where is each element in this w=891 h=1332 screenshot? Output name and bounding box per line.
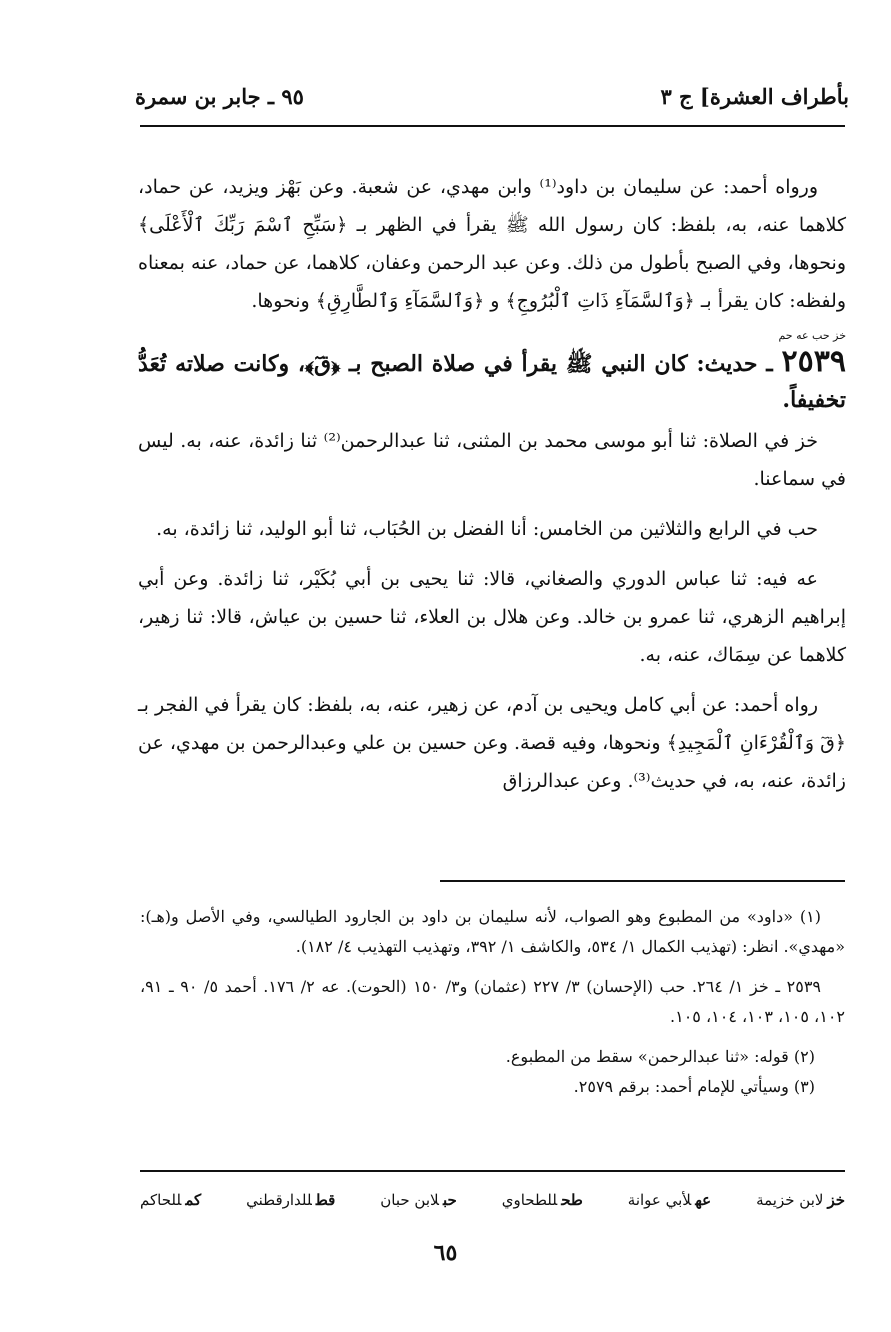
footnote-2: (٢) قوله: «ثنا عبدالرحمن» سقط من المطبوع. bbox=[505, 1047, 815, 1066]
paragraph-awana: عه فيه: ثنا عباس الدوري والصغاني، قالا: ثنا يحيى بن أبي بُكَيْر، ثنا زائدة. وعن أبي إبراهيم الزهري، ثنا عمرو بن خالد. وعن هلال بن العلاء، ثنا حسين بن عياش، قالا: ثنا زهير، كلاهما عن سِمَاك، عنه، به. bbox=[138, 568, 846, 666]
legend-item: حبلابن حبان bbox=[380, 1191, 457, 1209]
hadith-heading bbox=[138, 344, 846, 418]
paragraph-khuzayma: خز في الصلاة: ثنا أبو موسى محمد بن المثنى، ثنا عبدالرحمن⁽²⁾ ثنا زائدة، عنه، به. ليس في سماعنا. bbox=[138, 430, 846, 490]
paragraph-hibban: حب في الرابع والثلاثين من الخامس: أنا الفضل بن الحُبَاب، ثنا أبو الوليد، ثنا زائدة، به. bbox=[156, 518, 818, 540]
abbreviation-legend bbox=[140, 1186, 845, 1214]
legend-rule bbox=[140, 1170, 845, 1172]
legend-item: طحللطحاوي bbox=[501, 1191, 583, 1209]
paragraph-ahmad-1: ورواه أحمد: عن سليمان بن داود⁽¹⁾ وابن مهدي، عن شعبة. وعن بَهْز ويزيد، عن حماد، كلاهما عنه، به، بلفظ: كان رسول الله ﷺ يقرأ في الظهر بـ ﴿سَبِّحِ ٱسْمَ رَبِّكَ ٱلْأَعْلَى﴾ ونحوها، وفي الصبح بأطول من ذلك. وعن عبد الرحمن وعفان، كلاهما، عن حماد، عنه بمعناه ولفظه: كان يقرأ بـ ﴿وَٱلسَّمَآءِ ذَاتِ ٱلْبُرُوجِ﴾ و ﴿وَٱلسَّمَآءِ وَٱلطَّارِقِ﴾ ونحوها. bbox=[138, 176, 846, 312]
header-rule bbox=[140, 125, 845, 127]
footnote-hadith-sources: ٢٥٣٩ ـ خز ١/ ٢٦٤. حب (الإحسان) ٣/ ٢٢٧ (عثمان) و٣/ ١٥٠ (الحوت). عه ٢/ ١٧٦. أحمد ٥/ ٩٠ ـ ٩١، ١٠٢، ١٠٥، ١٠٣، ١٠٤، ١٠٥. bbox=[140, 977, 845, 1026]
footnotes bbox=[140, 902, 845, 1102]
page-number: ٦٥ bbox=[433, 1240, 458, 1266]
legend-item: قطللدارقطني bbox=[246, 1191, 336, 1209]
hadith-text: ـ حديث: كان النبي ﷺ يقرأ في صلاة الصبح بـ ﴿قٓ﴾، وكانت صلاته تُعَدُّ تخفيفاً. bbox=[138, 351, 846, 413]
header-book-title: بأطراف العشرة] ج ٣ bbox=[660, 84, 849, 109]
footnote-3: (٣) وسيأتي للإمام أحمد: برقم ٢٥٧٩. bbox=[573, 1077, 815, 1096]
running-header bbox=[135, 78, 849, 118]
legend-item: عهلأبي عوانة bbox=[627, 1191, 712, 1209]
main-text bbox=[138, 168, 846, 812]
hadith-symbols: خز حب عه حم bbox=[778, 329, 846, 342]
legend-item: كمللحاكم bbox=[140, 1191, 202, 1209]
header-chapter-title: ٩٥ ـ جابر بن سمرة bbox=[135, 84, 304, 109]
paragraph-ahmad-2: رواه أحمد: عن أبي كامل ويحيى بن آدم، عن زهير، عنه، به، بلفظ: كان يقرأ في الفجر بـ ﴿قٓ وَٱلْقُرْءَانِ ٱلْمَجِيدِ﴾ ونحوها، وفيه قصة. وعن حسين بن علي وعبدالرحمن بن مهدي، عن زائدة، عنه، به، في حديث⁽³⁾. وعن عبدالرزاق bbox=[138, 694, 846, 792]
hadith-number: ٢٥٣٩ bbox=[781, 344, 846, 379]
legend-item: خزلابن خزيمة bbox=[756, 1191, 845, 1209]
footnote-rule bbox=[440, 880, 845, 882]
footnote-1: (١) «داود» من المطبوع وهو الصواب، لأنه سليمان بن داود بن الجارود الطيالسي، وفي الأصل و(هـ): «مهدي». انظر: (تهذيب الكمال ١/ ٥٣٤، والكاشف ١/ ٣٩٢، وتهذيب التهذيب ٤/ ١٨٢). bbox=[140, 907, 845, 956]
